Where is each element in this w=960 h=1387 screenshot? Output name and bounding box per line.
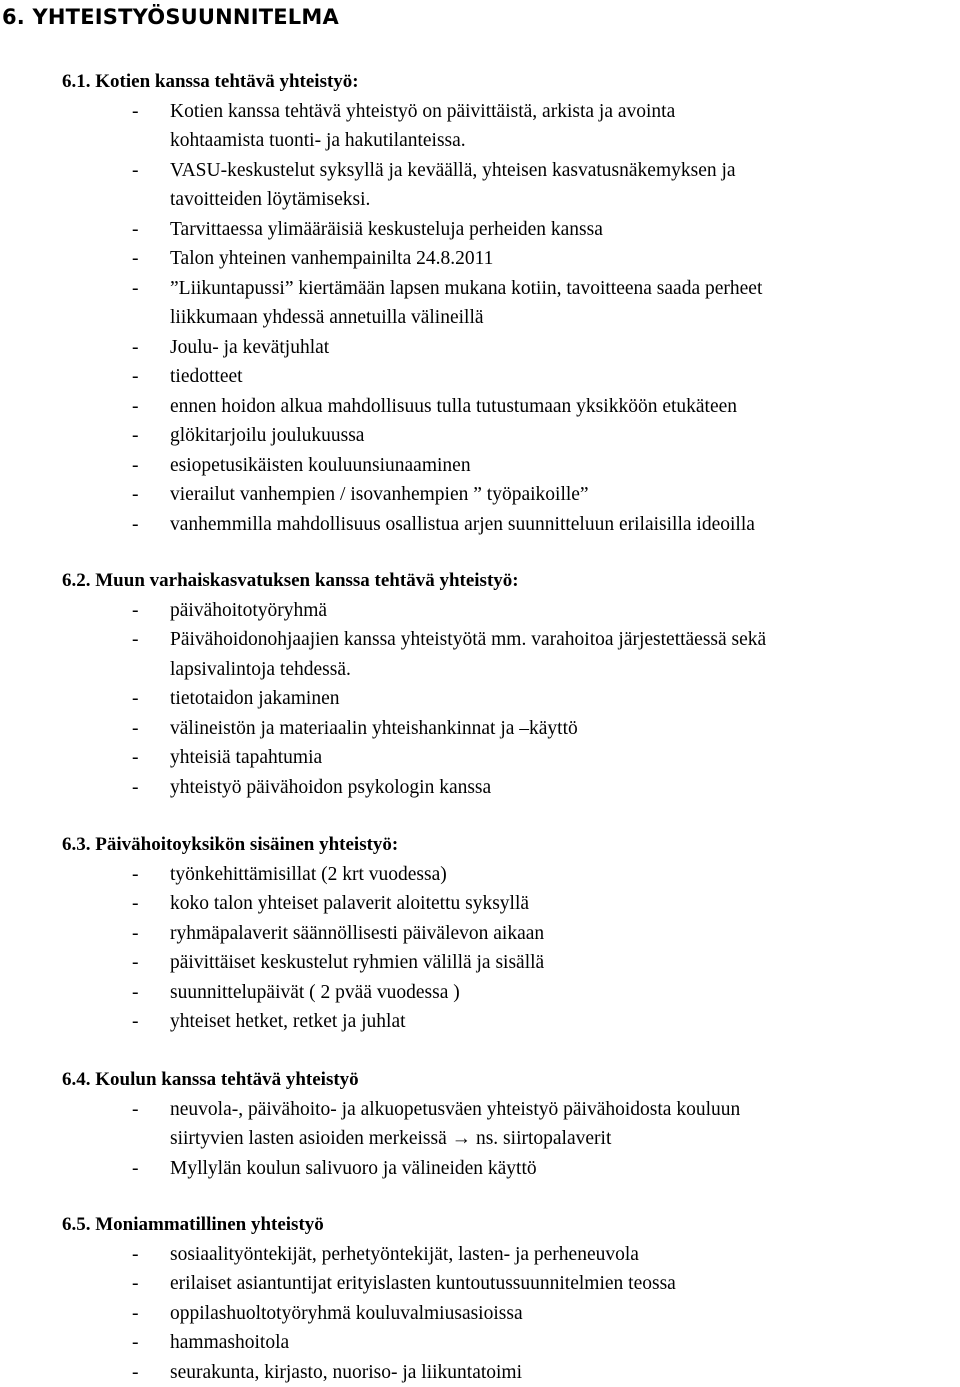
list-item bbox=[0, 714, 960, 744]
section-heading: 6.5. Moniammatillinen yhteistyö bbox=[62, 1210, 960, 1240]
list-item-text: glökitarjoilu joulukuussa bbox=[170, 425, 364, 446]
bullet-dash: - bbox=[132, 596, 139, 626]
section-varhaiskasvatus bbox=[0, 566, 960, 802]
list-item bbox=[0, 1154, 960, 1184]
list-item-text-continued: liikkumaan yhdessä annetuilla välineillä bbox=[170, 307, 484, 328]
list-item-text: päivittäiset keskustelut ryhmien välillä ja sisällä bbox=[170, 952, 544, 973]
list-item bbox=[0, 1358, 960, 1387]
list-item-text: Kotien kanssa tehtävä yhteistyö on päivittäistä, arkista ja avointa bbox=[170, 101, 675, 122]
list-item-text: sosiaalityöntekijät, perhetyöntekijät, lasten- ja perheneuvola bbox=[170, 1244, 639, 1265]
list-item-text: tiedotteet bbox=[170, 366, 243, 387]
list-item bbox=[0, 244, 960, 274]
list-item-text: yhteisiä tapahtumia bbox=[170, 747, 322, 768]
bullet-dash: - bbox=[132, 215, 139, 245]
bullet-dash: - bbox=[132, 1269, 139, 1299]
list-item bbox=[0, 978, 960, 1008]
list-item-text: seurakunta, kirjasto, nuoriso- ja liikuntatoimi bbox=[170, 1362, 522, 1383]
bullet-dash: - bbox=[132, 889, 139, 919]
bullet-dash: - bbox=[132, 1240, 139, 1270]
list-item-text: koko talon yhteiset palaverit aloitettu syksyllä bbox=[170, 893, 529, 914]
section-koulun-kanssa bbox=[0, 1065, 960, 1183]
bullet-dash: - bbox=[132, 773, 139, 803]
section-moniammatillinen bbox=[0, 1210, 960, 1387]
bullet-dash: - bbox=[132, 362, 139, 392]
bullet-dash: - bbox=[132, 1154, 139, 1184]
list-item-text: päivähoitotyöryhmä bbox=[170, 600, 327, 621]
bullet-dash: - bbox=[132, 244, 139, 274]
list-item bbox=[0, 743, 960, 773]
list-item bbox=[0, 1269, 960, 1299]
list-item-text: vanhemmilla mahdollisuus osallistua arjen suunnitteluun erilaisilla ideoilla bbox=[170, 514, 755, 535]
bullet-dash: - bbox=[132, 156, 139, 186]
bullet-dash: - bbox=[132, 1095, 139, 1125]
list-item-text-continued: tavoitteiden löytämiseksi. bbox=[170, 189, 370, 210]
list-item bbox=[0, 97, 960, 156]
bullet-dash: - bbox=[132, 860, 139, 890]
bullet-dash: - bbox=[132, 97, 139, 127]
list-item bbox=[0, 510, 960, 540]
list-item bbox=[0, 919, 960, 949]
list-item-text: työnkehittämisillat (2 krt vuodessa) bbox=[170, 864, 447, 885]
list-item-text: Tarvittaessa ylimääräisiä keskusteluja perheiden kanssa bbox=[170, 219, 603, 240]
bullet-dash: - bbox=[132, 978, 139, 1008]
list-item bbox=[0, 948, 960, 978]
section-heading: 6.2. Muun varhaiskasvatuksen kanssa tehtävä yhteistyö: bbox=[62, 566, 960, 596]
bullet-dash: - bbox=[132, 510, 139, 540]
list-item-text: Talon yhteinen vanhempainilta 24.8.2011 bbox=[170, 248, 493, 269]
bullet-dash: - bbox=[132, 1299, 139, 1329]
list-item-text: välineistön ja materiaalin yhteishankinnat ja –käyttö bbox=[170, 718, 578, 739]
list-item bbox=[0, 1299, 960, 1329]
list-item-text-continued: lapsivalintoja tehdessä. bbox=[170, 659, 351, 680]
list-item-text: ”Liikuntapussi” kiertämään lapsen mukana kotiin, tavoitteena saada perheet bbox=[170, 278, 762, 299]
bullet-dash: - bbox=[132, 274, 139, 304]
bullet-dash: - bbox=[132, 919, 139, 949]
list-item-text: ennen hoidon alkua mahdollisuus tulla tutustumaan yksikköön etukäteen bbox=[170, 396, 737, 417]
list-item-text-continued: siirtyvien lasten asioiden merkeissä → ns. siirtopalaverit bbox=[170, 1128, 611, 1149]
bullet-dash: - bbox=[132, 333, 139, 363]
bullet-dash: - bbox=[132, 1007, 139, 1037]
list-item bbox=[0, 625, 960, 684]
list-item-text: yhteiset hetket, retket ja juhlat bbox=[170, 1011, 406, 1032]
bullet-dash: - bbox=[132, 684, 139, 714]
bullet-dash: - bbox=[132, 451, 139, 481]
list-item-text: oppilashuoltotyöryhmä kouluvalmiusasioissa bbox=[170, 1303, 523, 1324]
list-item-text: hammashoitola bbox=[170, 1332, 289, 1353]
list-item-text: Päivähoidonohjaajien kanssa yhteistyötä mm. varahoitoa järjestettäessä sekä bbox=[170, 629, 766, 650]
list-item-text: neuvola-, päivähoito- ja alkuopetusväen yhteistyö päivähoidosta kouluun bbox=[170, 1099, 740, 1120]
list-item-text: ryhmäpalaverit säännöllisesti päivälevon aikaan bbox=[170, 923, 544, 944]
list-item bbox=[0, 215, 960, 245]
list-item bbox=[0, 1240, 960, 1270]
bullet-dash: - bbox=[132, 714, 139, 744]
list-item-text: tietotaidon jakaminen bbox=[170, 688, 340, 709]
list-item bbox=[0, 860, 960, 890]
list-item-text: erilaiset asiantuntijat erityislasten kuntoutussuunnitelmien teossa bbox=[170, 1273, 676, 1294]
bullet-dash: - bbox=[132, 1328, 139, 1358]
list-item bbox=[0, 1095, 960, 1154]
list-item-text-continued: kohtaamista tuonti- ja hakutilanteissa. bbox=[170, 130, 466, 151]
list-item bbox=[0, 1328, 960, 1358]
list-item bbox=[0, 684, 960, 714]
list-item-text: esiopetusikäisten kouluunsiunaaminen bbox=[170, 455, 471, 476]
section-sisainen-yhteistyo bbox=[0, 830, 960, 1037]
list-item bbox=[0, 333, 960, 363]
bullet-dash: - bbox=[132, 421, 139, 451]
bullet-dash: - bbox=[132, 948, 139, 978]
list-item-text: vierailut vanhempien / isovanhempien ” työpaikoille” bbox=[170, 484, 589, 505]
list-item-text: Joulu- ja kevätjuhlat bbox=[170, 337, 329, 358]
list-item bbox=[0, 274, 960, 333]
list-item bbox=[0, 156, 960, 215]
list-item-text: Myllylän koulun salivuoro ja välineiden käyttö bbox=[170, 1158, 537, 1179]
section-heading: 6.3. Päivähoitoyksikön sisäinen yhteistyö: bbox=[62, 830, 960, 860]
list-item bbox=[0, 451, 960, 481]
list-item bbox=[0, 392, 960, 422]
bullet-dash: - bbox=[132, 743, 139, 773]
section-heading: 6.4. Koulun kanssa tehtävä yhteistyö bbox=[62, 1065, 960, 1095]
section-heading: 6.1. Kotien kanssa tehtävä yhteistyö: bbox=[62, 67, 960, 97]
list-item bbox=[0, 596, 960, 626]
list-item bbox=[0, 362, 960, 392]
bullet-dash: - bbox=[132, 625, 139, 655]
list-item-text: yhteistyö päivähoidon psykologin kanssa bbox=[170, 777, 491, 798]
document-title: 6. YHTEISTYÖSUUNNITELMA bbox=[2, 3, 339, 31]
list-item-text: suunnittelupäivät ( 2 pvää vuodessa ) bbox=[170, 982, 460, 1003]
list-item bbox=[0, 480, 960, 510]
list-item-text: VASU-keskustelut syksyllä ja keväällä, yhteisen kasvatusnäkemyksen ja bbox=[170, 160, 736, 181]
list-item bbox=[0, 773, 960, 803]
list-item bbox=[0, 421, 960, 451]
bullet-dash: - bbox=[132, 1358, 139, 1387]
list-item bbox=[0, 889, 960, 919]
section-kotien-kanssa bbox=[0, 67, 960, 539]
bullet-dash: - bbox=[132, 392, 139, 422]
bullet-dash: - bbox=[132, 480, 139, 510]
list-item bbox=[0, 1007, 960, 1037]
